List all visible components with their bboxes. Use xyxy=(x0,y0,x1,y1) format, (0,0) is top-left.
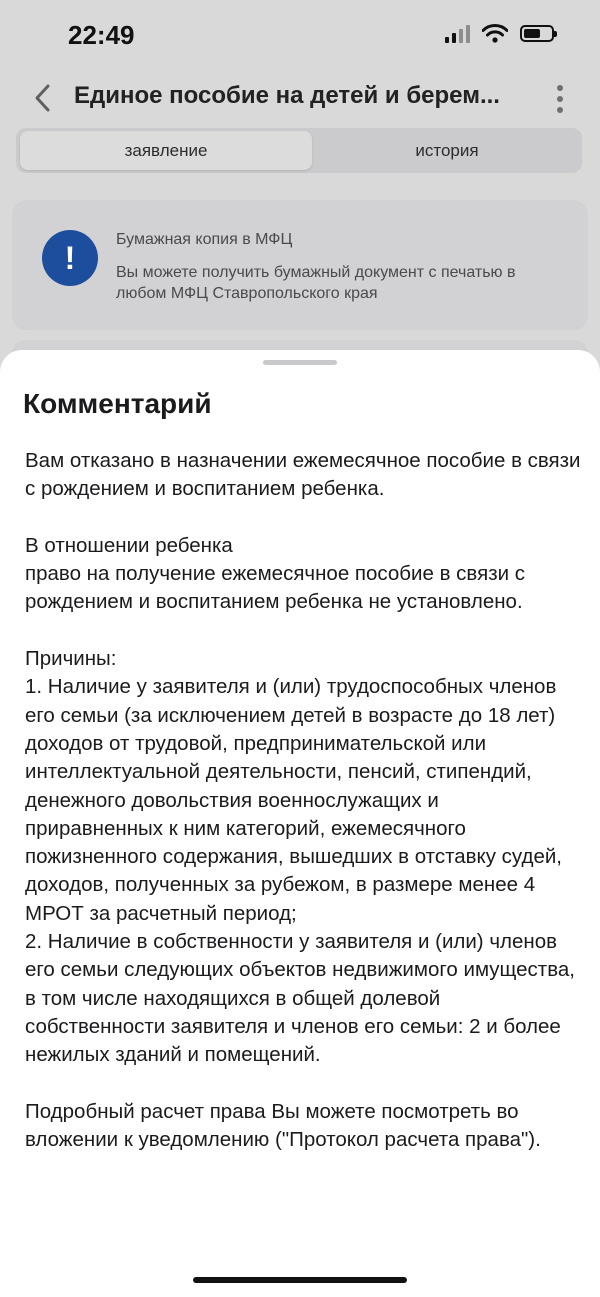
notice-body: Вы можете получить бумажный документ с печатью в любом МФЦ Ставропольского края xyxy=(116,264,516,302)
nav-bar xyxy=(0,70,600,126)
chevron-left-icon[interactable] xyxy=(28,80,58,116)
page-title: Единое пособие на детей и берем... xyxy=(74,82,500,109)
cellular-signal-icon xyxy=(445,25,470,43)
tab-history[interactable]: история xyxy=(415,141,479,160)
notice-title: Бумажная копия в МФЦ xyxy=(116,231,293,248)
tab-application[interactable]: заявление xyxy=(20,131,312,170)
more-vertical-icon[interactable] xyxy=(550,82,570,116)
wifi-icon xyxy=(482,24,508,43)
sheet-title: Комментарий xyxy=(23,388,212,419)
comment-text: Вам отказано в назначении ежемесячное пособие в связи с рождением и воспитанием ребенка. В отношении ребенка право на получение ежемесячное пособие в связи с рождением и воспитанием ребенка не установлено. Причины: 1. Наличие у заявителя и (или) трудоспособных членов его семьи (за исключением детей в возрасте до 18 лет) доходов от трудовой, предпринимательской или интеллектуальной деятельности, пенсий, стипендий, денежного довольствия военнослужащих и приравненных к ним категорий, ежемесячного пожизненного содержания, вышедших в отставку судей, доходов, полученных за рубежом, в размере менее 4 МРОТ за расчетный период; 2. Наличие в собственности у заявителя и (или) членов его семьи следующих объектов недвижимого имущества, в том числе находящихся в общей долевой собственности заявителя и членов его семьи: 2 и более нежилых зданий и помещений. Подробный расчет права Вы можете посмотреть во вложении к уведомлению ("Протокол расчета права"). xyxy=(25,449,581,1152)
battery-icon xyxy=(520,25,554,42)
status-time: 22:49 xyxy=(68,20,135,50)
status-icons xyxy=(445,24,554,43)
home-indicator[interactable] xyxy=(193,1277,407,1283)
comment-sheet xyxy=(0,350,600,1297)
sheet-grabber[interactable] xyxy=(263,360,337,365)
notice-card xyxy=(12,200,588,330)
exclamation-icon: ! xyxy=(42,230,98,286)
segmented-tabs xyxy=(16,128,582,173)
status-bar xyxy=(0,0,600,70)
